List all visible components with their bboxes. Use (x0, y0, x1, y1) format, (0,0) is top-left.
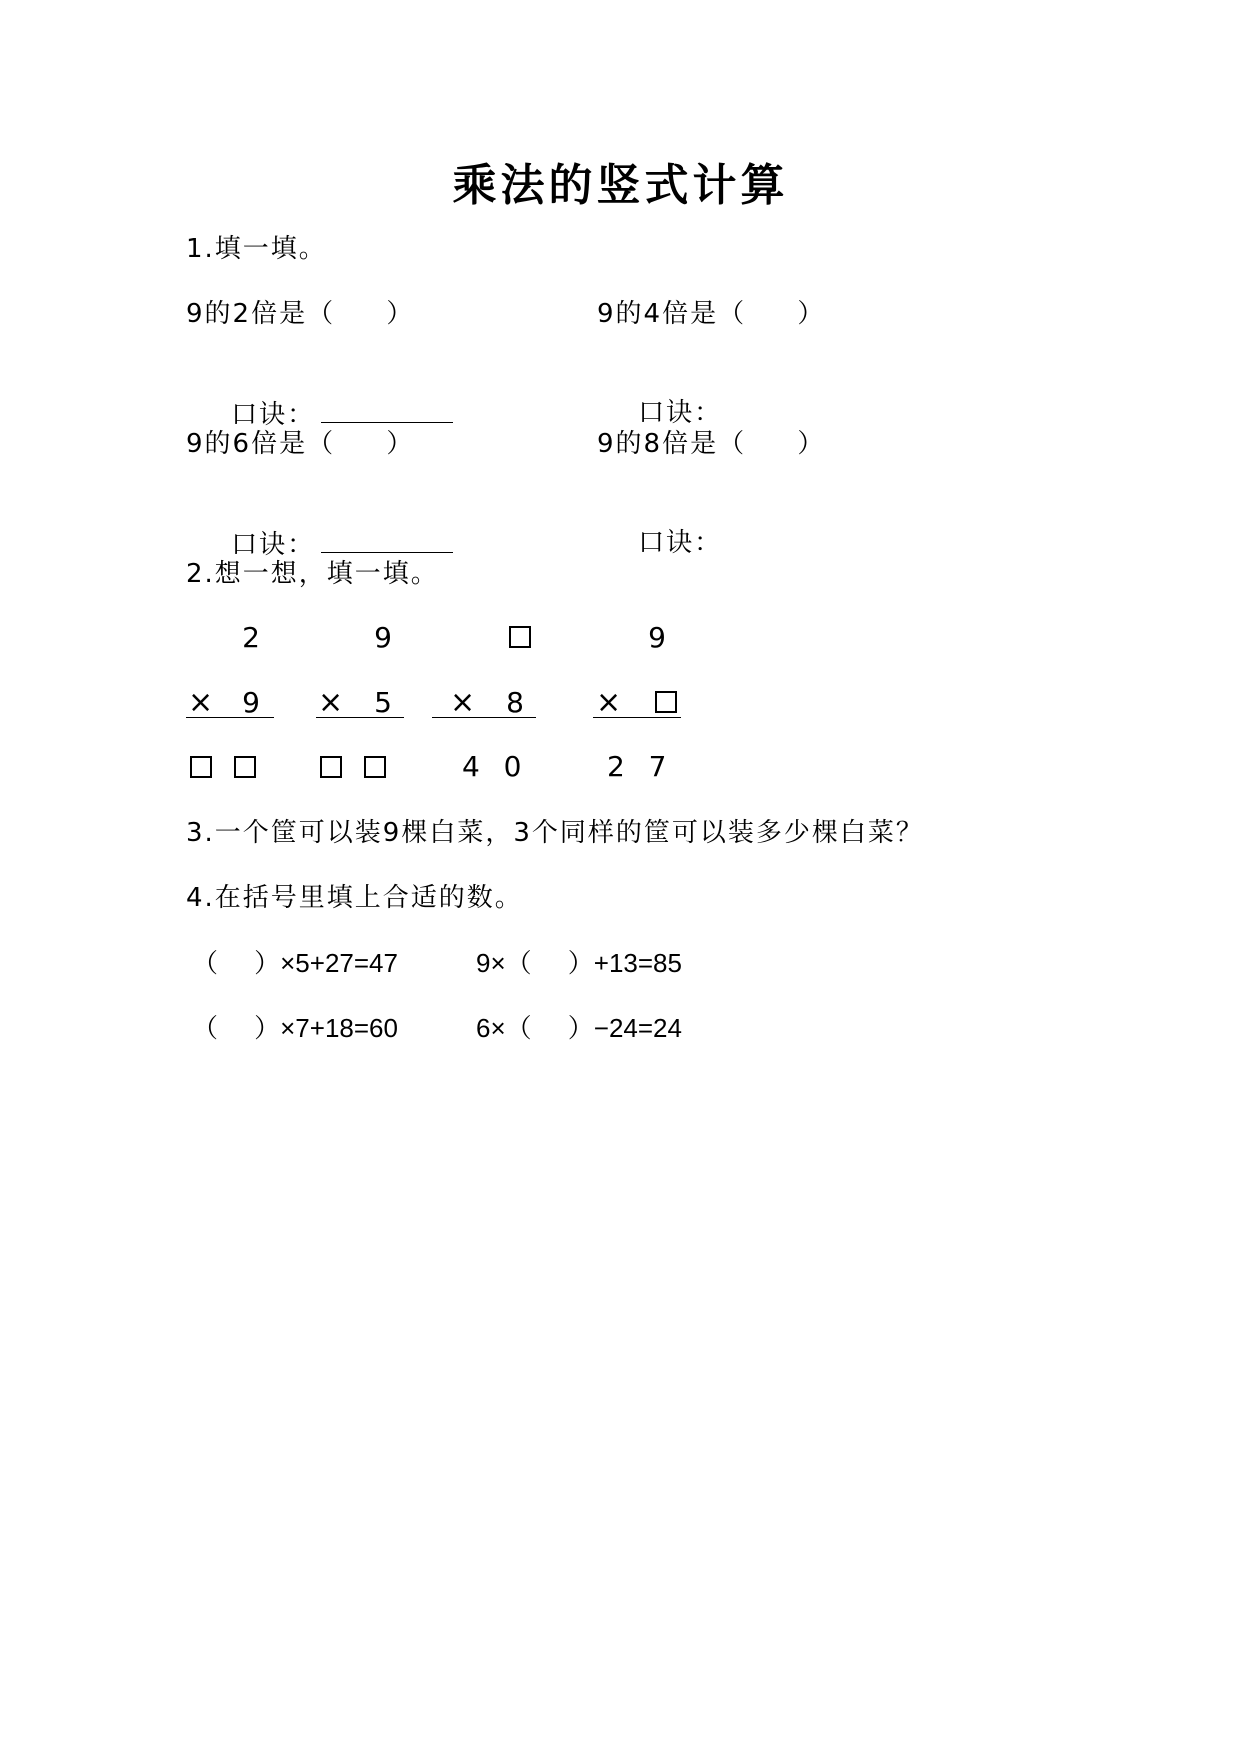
q3-text: 3.一个筐可以装9棵白菜，3个同样的筐可以装多少棵白菜？ (186, 818, 924, 848)
q4-heading: 4.在括号里填上合适的数。 (186, 883, 523, 913)
problem-4-underline (593, 717, 681, 718)
problem-1-multiplier: 9 (242, 686, 260, 719)
problem-1-result-ones-box[interactable] (234, 756, 256, 778)
q1-item-4-prompt: 9的8倍是（ ） (597, 429, 826, 459)
koujue-answer-blank[interactable] (321, 526, 453, 553)
koujue-answer-blank[interactable] (321, 396, 453, 423)
q4-equation-2: 9×（ ）+13=85 (476, 948, 682, 978)
problem-1-result-tens-box[interactable] (190, 756, 212, 778)
problem-3-multiplier: 8 (506, 686, 524, 719)
problem-4-multiplier-answer-box[interactable] (655, 691, 677, 713)
q1-heading: 1.填一填。 (186, 234, 327, 264)
page-title: 乘法的竖式计算 (452, 160, 789, 211)
problem-1-times-sign: × (188, 685, 214, 720)
q4-equation-4: 6×（ ）−24=24 (476, 1013, 682, 1043)
q4-equation-1: （ ）×5+27=47 (192, 948, 398, 978)
problem-4-times-sign: × (596, 685, 622, 720)
problem-2-result-ones-box[interactable] (364, 756, 386, 778)
problem-3-times-sign: × (450, 685, 476, 720)
koujue-label: 口诀： (231, 530, 316, 560)
problem-1-top-digit: 2 (242, 621, 260, 654)
q1-item-1-prompt: 9的2倍是（ ） (186, 299, 415, 329)
q2-heading: 2.想一想，填一填。 (186, 559, 439, 589)
problem-3-underline (432, 717, 536, 718)
q4-equation-3: （ ）×7+18=60 (192, 1013, 398, 1043)
koujue-label: 口诀： (231, 400, 316, 430)
problem-4-top-digit: 9 (648, 621, 666, 654)
q1-item-2-prompt: 9的4倍是（ ） (597, 299, 826, 329)
problem-2-multiplier: 5 (374, 686, 392, 719)
problem-3-result: 4 0 (462, 750, 524, 783)
koujue-label: 口诀： (638, 398, 723, 428)
problem-2-top-digit: 9 (374, 621, 392, 654)
koujue-label: 口诀： (638, 528, 723, 558)
q1-item-3-prompt: 9的6倍是（ ） (186, 429, 415, 459)
problem-2-underline (316, 717, 404, 718)
problem-1-underline (186, 717, 274, 718)
q1-item-4-koujue (597, 492, 722, 594)
problem-3-top-answer-box[interactable] (509, 626, 531, 648)
problem-2-times-sign: × (318, 685, 344, 720)
problem-2-result-tens-box[interactable] (320, 756, 342, 778)
problem-4-result: 2 7 (607, 750, 669, 783)
